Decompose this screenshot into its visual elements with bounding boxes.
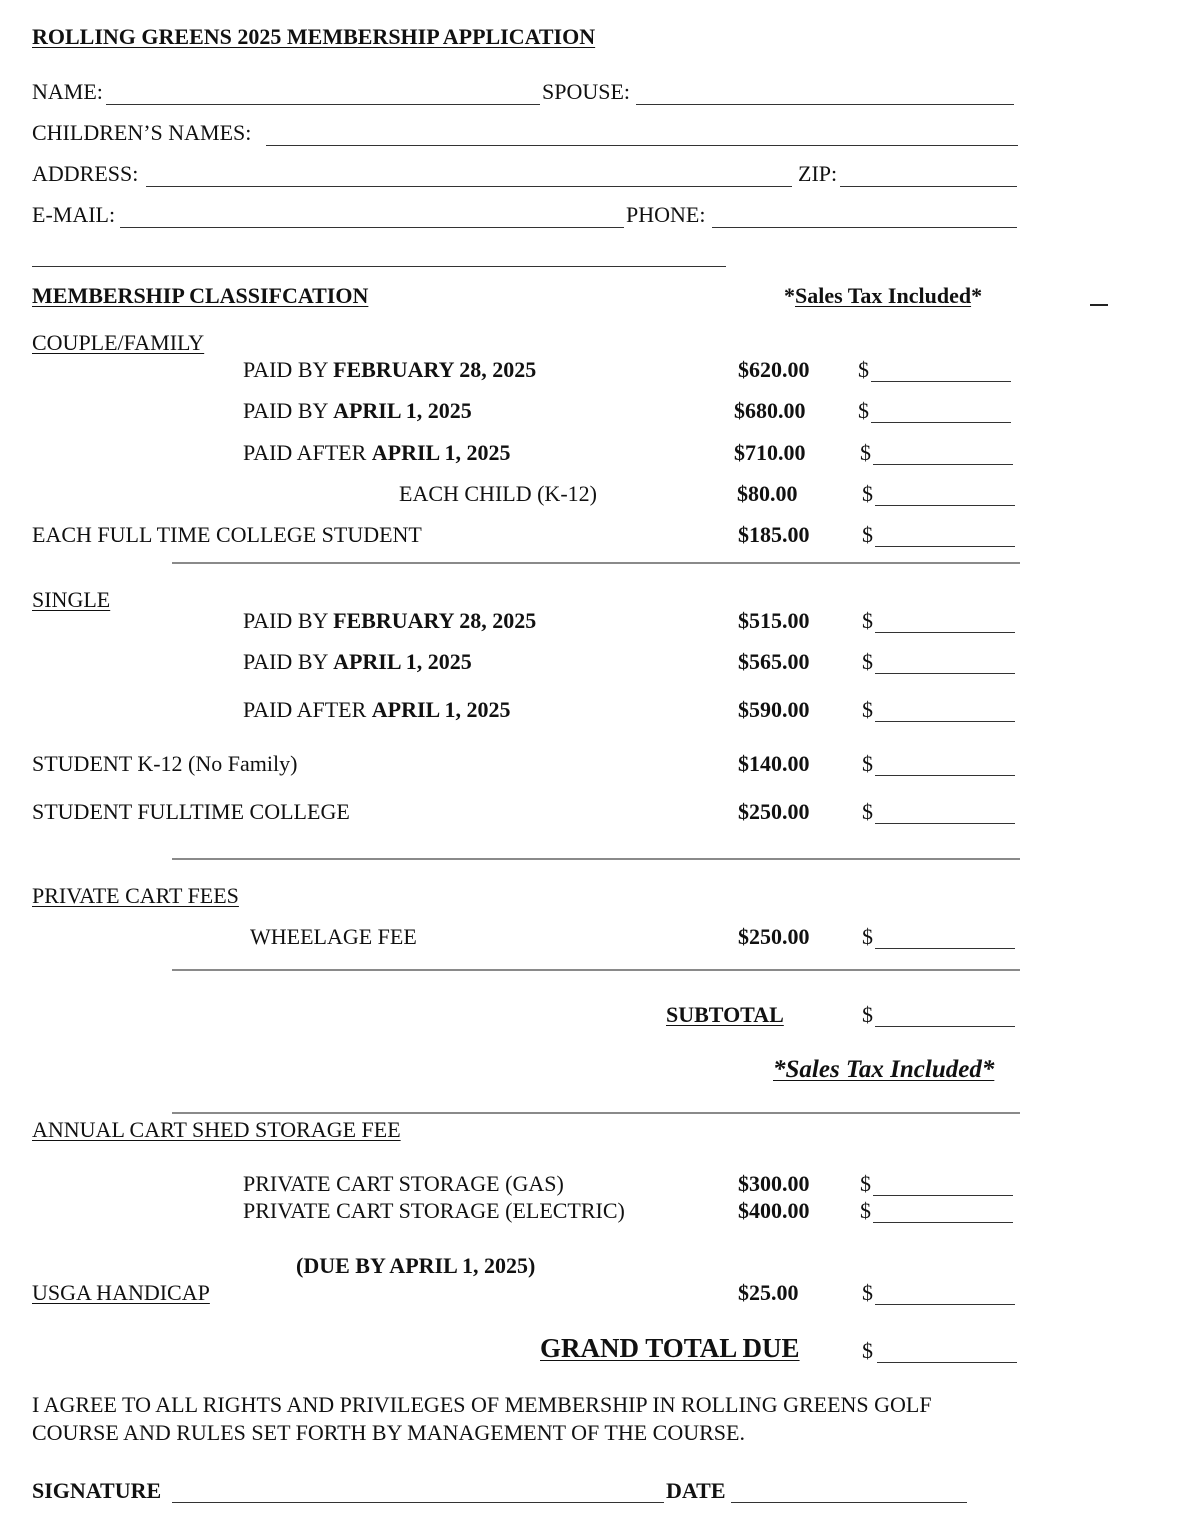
- children-names-label: CHILDREN’S NAMES:: [32, 120, 252, 145]
- single-price-after-apr: $590.00: [738, 697, 810, 722]
- zip-label: ZIP:: [798, 161, 838, 186]
- name-field[interactable]: [106, 80, 540, 105]
- blank-line: [32, 266, 726, 267]
- sales-tax-note-subtotal: *Sales Tax Included*: [773, 1056, 995, 1083]
- zip-field[interactable]: [840, 162, 1017, 187]
- email-label: E-MAIL:: [32, 202, 116, 227]
- stray-dash-mark: [1090, 304, 1108, 306]
- spouse-label: SPOUSE:: [542, 79, 631, 104]
- student-k12-label: STUDENT K-12 (No Family): [32, 751, 298, 776]
- storage-gas-label: PRIVATE CART STORAGE (GAS): [243, 1171, 564, 1196]
- couple-amount-apr-input[interactable]: [871, 400, 1011, 423]
- college-student-label: EACH FULL TIME COLLEGE STUDENT: [32, 522, 422, 547]
- dollar-sign: $: [860, 1198, 871, 1223]
- couple-amount-after-apr-input[interactable]: [873, 442, 1013, 465]
- dollar-sign: $: [862, 522, 873, 547]
- tax-note-suffix: *: [971, 283, 983, 308]
- subtotal-label: SUBTOTAL: [666, 1002, 784, 1027]
- wheelage-fee-label: WHEELAGE FEE: [250, 924, 417, 949]
- usga-handicap-amount-input[interactable]: [875, 1282, 1015, 1305]
- each-child-price: $80.00: [737, 481, 798, 506]
- agreement-line-1: I AGREE TO ALL RIGHTS AND PRIVILEGES OF MEMBERSHIP IN ROLLING GREENS GOLF: [32, 1392, 932, 1417]
- dollar-sign: $: [860, 440, 871, 465]
- tax-note-text: Sales Tax Included: [795, 283, 972, 308]
- wheelage-fee-amount-input[interactable]: [875, 926, 1015, 949]
- dollar-sign: $: [862, 697, 873, 722]
- storage-electric-price: $400.00: [738, 1198, 810, 1223]
- section-divider: [172, 969, 1020, 971]
- sales-tax-note-top: [784, 283, 982, 309]
- couple-price-feb: $620.00: [738, 357, 810, 382]
- storage-gas-amount-input[interactable]: [873, 1173, 1013, 1196]
- row-prefix: PAID BY: [243, 357, 334, 382]
- college-student-price: $185.00: [738, 522, 810, 547]
- storage-electric-label: PRIVATE CART STORAGE (ELECTRIC): [243, 1198, 625, 1223]
- spouse-field[interactable]: [636, 80, 1014, 105]
- dollar-sign: $: [862, 751, 873, 776]
- dollar-sign: $: [862, 799, 873, 824]
- row-date: FEBRUARY 28, 2025: [333, 357, 537, 382]
- dollar-sign: $: [862, 1002, 873, 1027]
- row-prefix: PAID BY: [243, 608, 334, 633]
- student-college-price: $250.00: [738, 799, 810, 824]
- dollar-sign: $: [858, 398, 869, 423]
- usga-handicap-price: $25.00: [738, 1280, 799, 1305]
- single-row-apr: [243, 649, 472, 675]
- single-heading: SINGLE: [32, 587, 111, 612]
- signature-label: SIGNATURE: [32, 1478, 162, 1503]
- dollar-sign: $: [862, 1338, 873, 1363]
- address-label: ADDRESS:: [32, 161, 139, 186]
- dollar-sign: $: [858, 357, 869, 382]
- page-title: ROLLING GREENS 2025 MEMBERSHIP APPLICATION: [32, 24, 596, 49]
- phone-label: PHONE:: [626, 202, 706, 227]
- dollar-sign: $: [862, 924, 873, 949]
- row-prefix: PAID BY: [243, 398, 334, 423]
- wheelage-fee-price: $250.00: [738, 924, 810, 949]
- couple-amount-feb-input[interactable]: [871, 359, 1011, 382]
- membership-classification-heading: MEMBERSHIP CLASSIFCATION: [32, 283, 369, 308]
- storage-gas-price: $300.00: [738, 1171, 810, 1196]
- name-label: NAME:: [32, 79, 103, 104]
- single-amount-feb-input[interactable]: [875, 610, 1015, 633]
- dollar-sign: $: [862, 608, 873, 633]
- single-price-apr: $565.00: [738, 649, 810, 674]
- single-row-feb: [243, 608, 536, 634]
- phone-field[interactable]: [712, 203, 1017, 228]
- signature-field[interactable]: [172, 1478, 664, 1503]
- private-cart-fees-heading: PRIVATE CART FEES: [32, 883, 239, 908]
- email-field[interactable]: [120, 203, 624, 228]
- row-date: APRIL 1, 2025: [333, 398, 472, 423]
- row-date: APRIL 1, 2025: [371, 440, 511, 465]
- couple-row-apr: [243, 398, 472, 424]
- row-date: FEBRUARY 28, 2025: [333, 608, 537, 633]
- section-divider: [172, 1112, 1020, 1114]
- date-field[interactable]: [731, 1478, 967, 1503]
- single-price-feb: $515.00: [738, 608, 810, 633]
- section-divider: [172, 858, 1020, 860]
- children-names-field[interactable]: [266, 121, 1018, 146]
- grand-total-amount-input[interactable]: [877, 1340, 1017, 1363]
- row-prefix: PAID AFTER: [243, 440, 372, 465]
- tax-note-prefix: *: [784, 283, 795, 308]
- usga-handicap-label: USGA HANDICAP: [32, 1280, 210, 1305]
- subtotal-amount-input[interactable]: [875, 1004, 1015, 1027]
- couple-family-heading: COUPLE/FAMILY: [32, 330, 205, 355]
- student-college-label: STUDENT FULLTIME COLLEGE: [32, 799, 350, 824]
- single-row-after-apr: [243, 697, 511, 723]
- dollar-sign: $: [862, 481, 873, 506]
- dollar-sign: $: [860, 1171, 871, 1196]
- single-amount-apr-input[interactable]: [875, 651, 1015, 674]
- single-amount-after-apr-input[interactable]: [875, 699, 1015, 722]
- grand-total-label: GRAND TOTAL DUE: [540, 1333, 800, 1363]
- address-field[interactable]: [146, 162, 792, 187]
- couple-row-feb: [243, 357, 536, 383]
- couple-row-after-apr: [243, 440, 511, 466]
- student-k12-amount-input[interactable]: [875, 753, 1015, 776]
- cart-shed-storage-heading: ANNUAL CART SHED STORAGE FEE: [32, 1117, 401, 1142]
- row-prefix: PAID AFTER: [243, 697, 372, 722]
- student-k12-price: $140.00: [738, 751, 810, 776]
- student-college-amount-input[interactable]: [875, 801, 1015, 824]
- couple-price-after-apr: $710.00: [734, 440, 806, 465]
- row-date: APRIL 1, 2025: [371, 697, 511, 722]
- college-student-amount-input[interactable]: [875, 524, 1015, 547]
- dollar-sign: $: [862, 649, 873, 674]
- each-child-amount-input[interactable]: [875, 483, 1015, 506]
- row-prefix: PAID BY: [243, 649, 334, 674]
- storage-due-note: (DUE BY APRIL 1, 2025): [296, 1253, 536, 1278]
- dollar-sign: $: [862, 1280, 873, 1305]
- couple-price-apr: $680.00: [734, 398, 806, 423]
- agreement-line-2: COURSE AND RULES SET FORTH BY MANAGEMENT OF THE COURSE.: [32, 1420, 745, 1445]
- date-label: DATE: [666, 1478, 726, 1503]
- storage-electric-amount-input[interactable]: [873, 1200, 1013, 1223]
- each-child-label: EACH CHILD (K-12): [399, 481, 597, 506]
- section-divider: [172, 562, 1020, 564]
- row-date: APRIL 1, 2025: [333, 649, 472, 674]
